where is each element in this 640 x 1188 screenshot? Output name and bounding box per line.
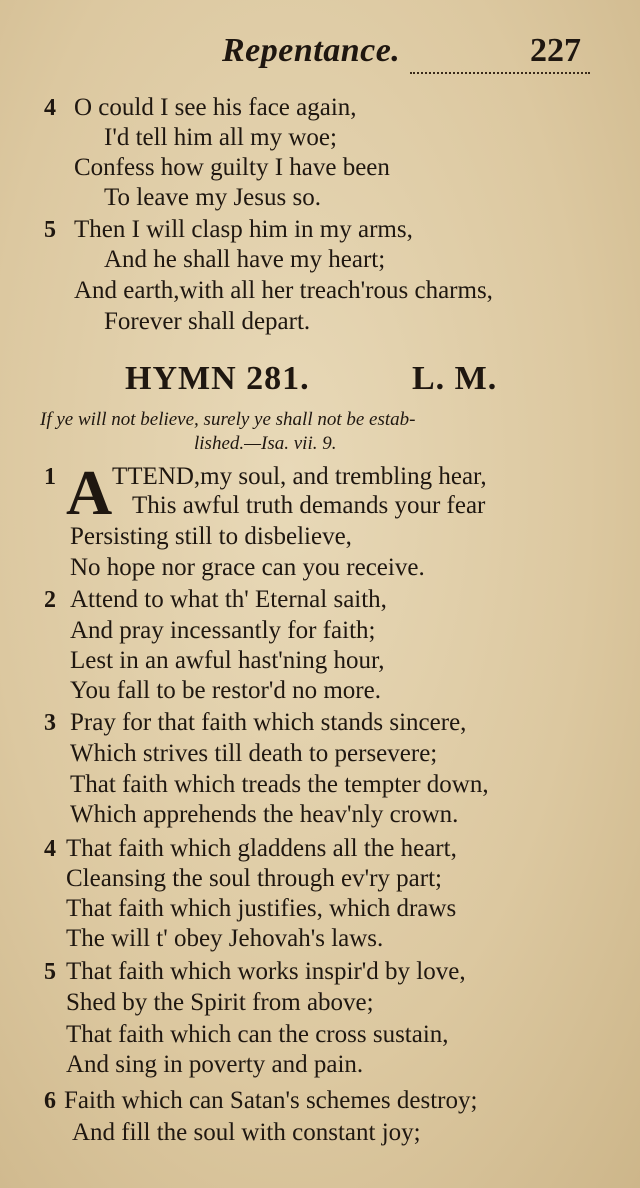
verse-line: Lest in an awful hast'ning hour,	[70, 647, 385, 674]
verse-line: And pray incessantly for faith;	[70, 617, 376, 644]
page-number: 227	[530, 32, 581, 69]
header-rule	[410, 72, 590, 74]
page-header	[0, 30, 640, 80]
verse-line: You fall to be restor'd no more.	[70, 677, 381, 704]
stanza-number: 1	[44, 464, 56, 490]
epigraph-line: If ye will not believe, surely ye shall not be estab-	[40, 409, 416, 430]
verse-line: That faith which treads the tempter down,	[70, 771, 489, 798]
stanza-number: 2	[44, 587, 56, 613]
verse-line: That faith which gladdens all the heart,	[66, 835, 457, 862]
stanza-number: 6	[44, 1088, 56, 1114]
verse-line: Faith which can Satan's schemes destroy;	[64, 1087, 478, 1114]
hymn-meter: L. M.	[412, 360, 498, 397]
verse-line: No hope nor grace can you receive.	[70, 554, 425, 581]
verse-line: Pray for that faith which stands sincere,	[70, 709, 467, 736]
verse-line: Forever shall depart.	[104, 308, 311, 335]
verse-line: Confess how guilty I have been	[74, 154, 390, 181]
verse-line: And fill the soul with constant joy;	[72, 1119, 421, 1146]
hymn-number: HYMN 281.	[125, 360, 310, 397]
stanza-number: 5	[44, 217, 56, 243]
verse-line: That faith which can the cross sustain,	[66, 1021, 449, 1048]
verse-line: To leave my Jesus so.	[104, 184, 321, 211]
hymn-heading	[0, 360, 640, 404]
stanza-number: 3	[44, 710, 56, 736]
verse-line: Shed by the Spirit from above;	[66, 989, 374, 1016]
stanza-number: 4	[44, 95, 56, 121]
stanza-number: 4	[44, 836, 56, 862]
verse-line: Cleansing the soul through ev'ry part;	[66, 865, 442, 892]
verse-line: Attend to what th' Eternal saith,	[70, 586, 387, 613]
verse-line: TTEND,my soul, and trembling hear,	[112, 463, 487, 490]
stanza-number: 5	[44, 959, 56, 985]
drop-cap: A	[66, 457, 113, 528]
verse-line: And earth,with all her treach'rous charms,	[74, 277, 493, 304]
verse-line: Persisting still to disbelieve,	[70, 523, 352, 550]
verse-line: This awful truth demands your fear	[132, 492, 486, 519]
epigraph-line: lished.—Isa. vii. 9.	[194, 433, 337, 454]
running-title: Repentance.	[222, 32, 401, 69]
verse-line: Which apprehends the heav'nly crown.	[70, 801, 459, 828]
verse-line: And sing in poverty and pain.	[66, 1051, 364, 1078]
verse-line: O could I see his face again,	[74, 94, 357, 121]
verse-line: And he shall have my heart;	[104, 246, 386, 273]
verse-line: The will t' obey Jehovah's laws.	[66, 925, 384, 952]
verse-line: I'd tell him all my woe;	[104, 124, 337, 151]
verse-line: That faith which justifies, which draws	[66, 895, 457, 922]
verse-line: Then I will clasp him in my arms,	[74, 216, 413, 243]
verse-line: Which strives till death to persevere;	[70, 740, 438, 767]
verse-line: That faith which works inspir'd by love,	[66, 958, 466, 985]
